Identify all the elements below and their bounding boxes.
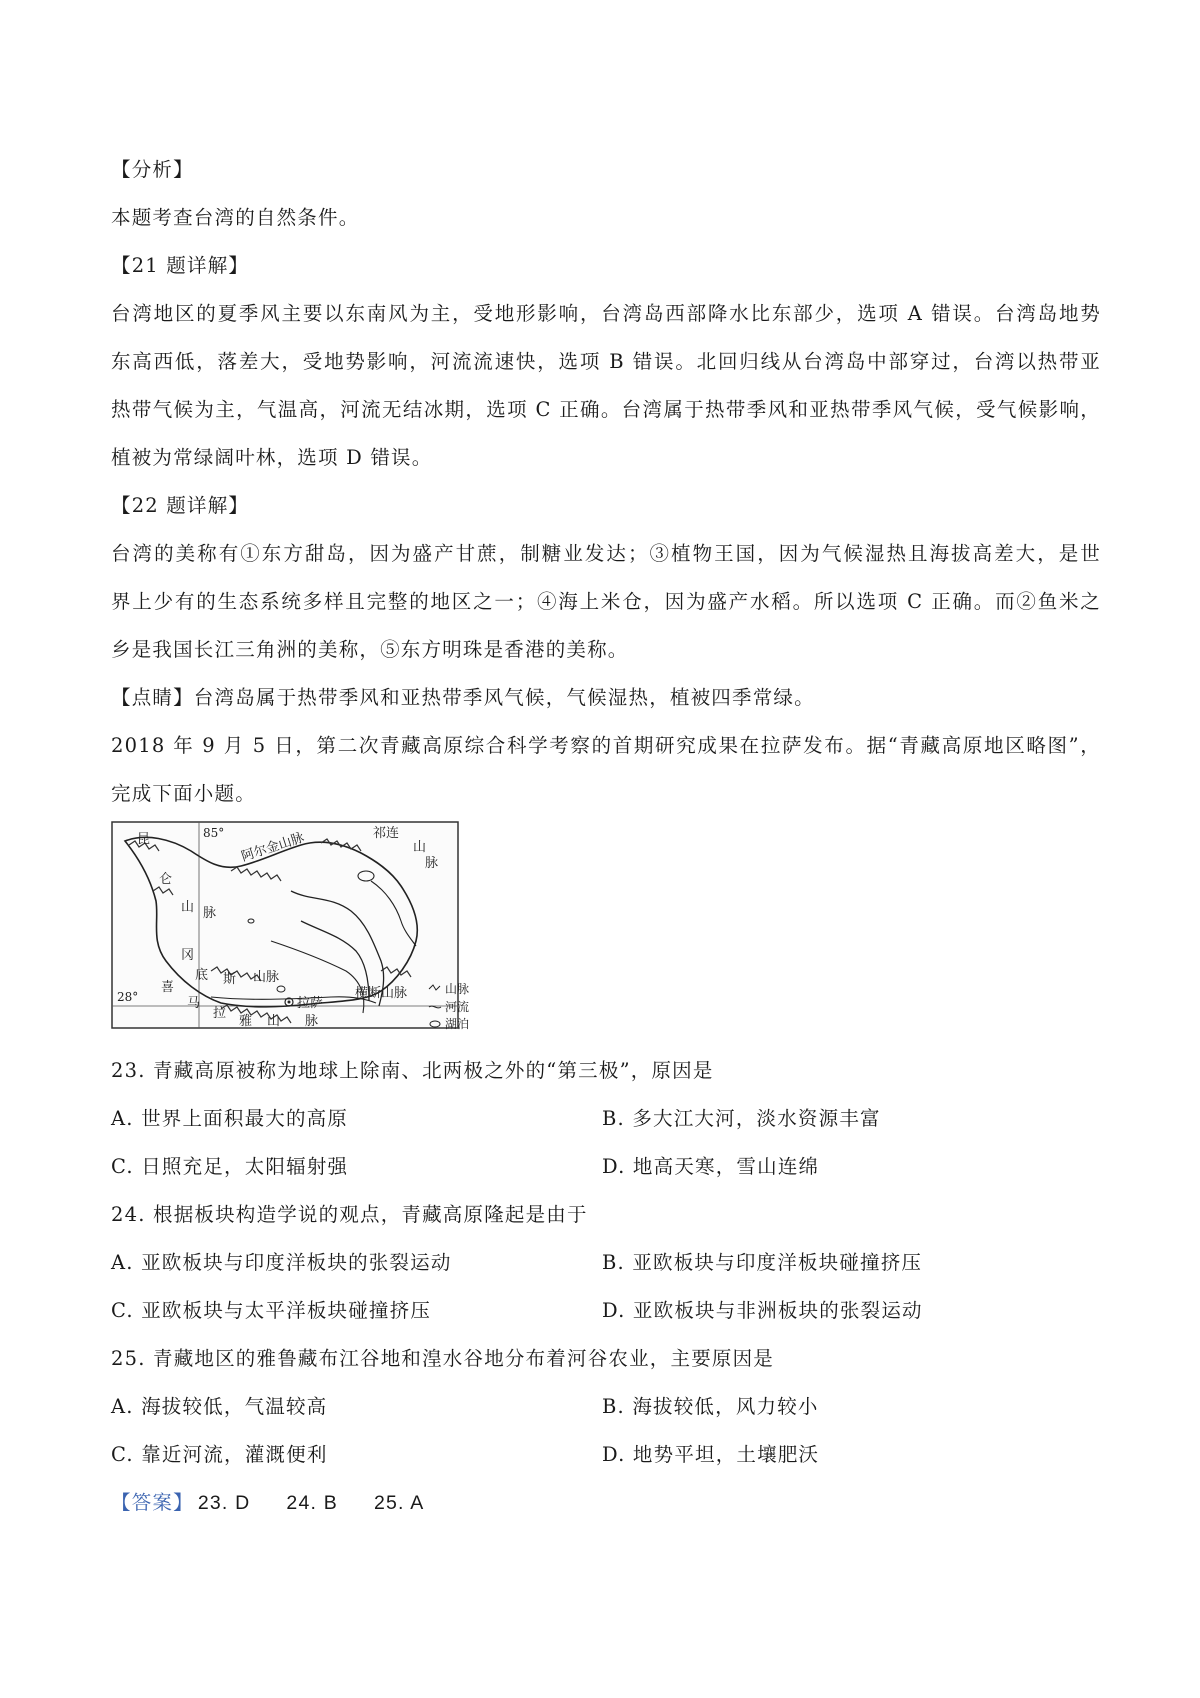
q21-line: 台湾地区的夏季风主要以东南风为主，受地形影响，台湾岛西部降水比东部少，选项 A 错误。台湾岛地势 (111, 302, 1101, 325)
map-label-la: 拉 (213, 1006, 227, 1021)
tip-text: 【点睛】台湾岛属于热带季风和亚热带季风气候，气候湿热，植被四季常绿。 (111, 686, 815, 709)
map-label-lasa: 拉萨 (297, 996, 324, 1011)
q21-heading: 【21 题详解】 (111, 254, 250, 277)
map-label-qilian-shan: 山 (413, 840, 427, 855)
map-label-gangdise-range: 山脉 (253, 970, 280, 985)
analysis-text: 本题考查台湾的自然条件。 (111, 206, 360, 229)
map-label-lon85: 85° (203, 826, 225, 840)
q22-line: 乡是我国长江三角洲的美称，⑤东方明珠是香港的美称。 (111, 638, 629, 661)
q22-line: 台湾的美称有①东方甜岛，因为盛产甘蔗，制糖业发达；③植物王国，因为气候湿热且海拔高差大，是世 (111, 542, 1101, 565)
intro-line: 完成下面小题。 (111, 782, 256, 805)
map-label-aerjin: 阿尔金山脉 (239, 830, 307, 865)
answer-row (111, 1490, 424, 1516)
map-label-di: 底 (195, 968, 209, 983)
q24-option-a: A. 亚欧板块与印度洋板块的张裂运动 (111, 1251, 452, 1274)
answer-25: 25. A (373, 1492, 425, 1514)
q22-heading: 【22 题详解】 (111, 494, 250, 517)
map-label-lun: 仑 (159, 872, 173, 887)
q23-option-d: D. 地高天寒，雪山连绵 (602, 1155, 820, 1178)
q25-option-d: D. 地势平坦，土壤肥沃 (602, 1443, 820, 1466)
q25-option-a: A. 海拔较低，气温较高 (111, 1395, 328, 1418)
q21-line: 植被为常绿阔叶林，选项 D 错误。 (111, 446, 433, 469)
answer-23: 23. D (197, 1492, 251, 1514)
lhasa-marker-dot (288, 1001, 291, 1004)
q23-stem: 23. 青藏高原被称为地球上除南、北两极之外的“第三极”，原因是 (111, 1059, 714, 1082)
q25-option-b: B. 海拔较低，风力较小 (602, 1395, 819, 1418)
analysis-heading: 【分析】 (111, 158, 194, 181)
tibet-plateau-map (111, 821, 521, 1031)
answer-label: 【答案】 (111, 1491, 194, 1514)
map-label-kun-mai: 脉 (203, 906, 217, 921)
q23-option-a: A. 世界上面积最大的高原 (111, 1107, 349, 1130)
map-label-qilian: 祁连 (373, 826, 400, 841)
q24-stem: 24. 根据板块构造学说的观点，青藏高原隆起是由于 (111, 1203, 588, 1226)
legend-label-river: 河流 (445, 1000, 470, 1014)
q23-option-b: B. 多大江大河，淡水资源丰富 (602, 1107, 881, 1130)
q24-option-d: D. 亚欧板块与非洲板块的张裂运动 (602, 1299, 923, 1322)
map-label-hengduan: 横断山脉 (355, 986, 408, 1001)
intro-line: 2018 年 9 月 5 日，第二次青藏高原综合科学考察的首期研究成果在拉萨发布。据“青藏高原地区略图”， (111, 734, 1101, 757)
q25-option-c: C. 靠近河流，灌溉便利 (111, 1443, 328, 1466)
q24-option-c: C. 亚欧板块与太平洋板块碰撞挤压 (111, 1299, 432, 1322)
map-label-qilian-mai: 脉 (425, 856, 439, 871)
map-label-shan: 山 (267, 1014, 281, 1029)
q25-stem: 25. 青藏地区的雅鲁藏布江谷地和湟水谷地分布着河谷农业，主要原因是 (111, 1347, 775, 1370)
map-label-ma: 马 (187, 996, 201, 1011)
map-label-gang: 冈 (181, 948, 195, 963)
q23-option-c: C. 日照充足，太阳辐射强 (111, 1155, 349, 1178)
legend-label-lake: 湖泊 (445, 1017, 470, 1031)
answer-24: 24. B (286, 1492, 338, 1514)
legend-label-mountain: 山脉 (445, 982, 470, 996)
map-label-kun-shan: 山 (181, 900, 195, 915)
map-label-mai: 脉 (305, 1014, 319, 1029)
q21-line: 东高西低，落差大，受地势影响，河流流速快，选项 B 错误。北回归线从台湾岛中部穿过，台湾以热带亚 (111, 350, 1101, 373)
map-label-kun: 昆 (137, 832, 151, 847)
map-label-si: 斯 (223, 972, 237, 987)
q24-option-b: B. 亚欧板块与印度洋板块碰撞挤压 (602, 1251, 923, 1274)
q21-line: 热带气候为主，气温高，河流无结冰期，选项 C 正确。台湾属于热带季风和亚热带季风气候，受气候影响， (111, 398, 1101, 421)
map-label-lat28: 28° (117, 990, 139, 1004)
map-label-xi: 喜 (161, 980, 175, 995)
q22-line: 界上少有的生态系统多样且完整的地区之一；④海上米仓，因为盛产水稻。所以选项 C 正确。而②鱼米之 (111, 590, 1101, 613)
map-svg (111, 821, 521, 1031)
map-label-ya: 雅 (239, 1014, 253, 1029)
